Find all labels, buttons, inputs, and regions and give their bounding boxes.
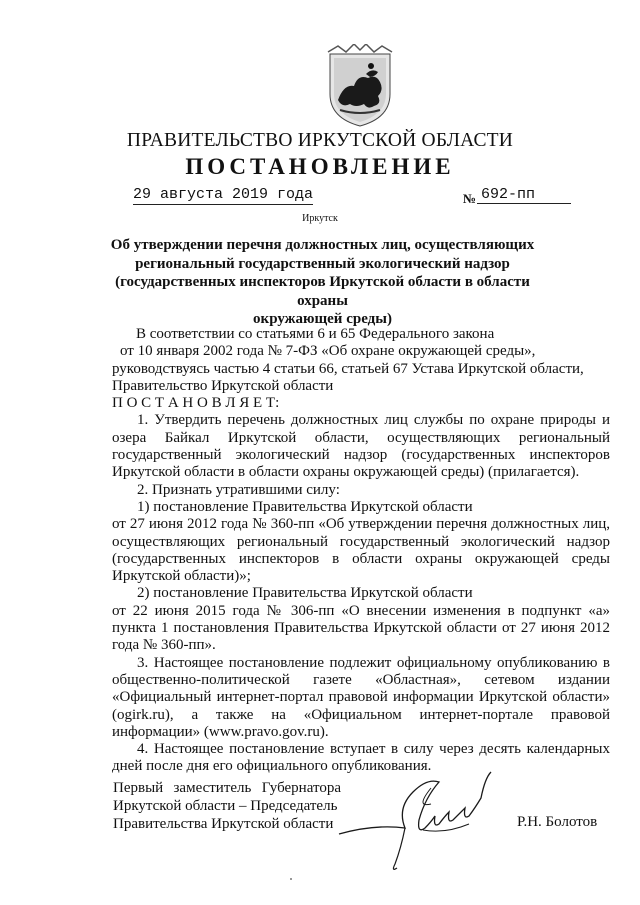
subparagraph-2-lead: 2) постановление Правительства Иркутской области [137, 585, 473, 602]
government-name: ПРАВИТЕЛЬСТВО ИРКУТСКОЙ ОБЛАСТИ [126, 130, 514, 151]
heading-line: (государственных инспекторов Иркутской области в области охраны [115, 274, 530, 309]
coat-of-arms-emblem [324, 44, 396, 128]
decree-heading [95, 236, 550, 329]
preamble-line: от 10 января 2002 года № 7-ФЗ «Об охране окружающей среды», [120, 343, 536, 360]
signatory-title [113, 779, 341, 833]
heading-line: окружающей среды) [253, 311, 392, 327]
decree-body [112, 326, 610, 776]
paragraph-2: 2. Признать утратившими силу: [137, 481, 340, 498]
decree-date: 29 августа 2019 года [133, 186, 314, 203]
city-label: Иркутск [302, 213, 338, 224]
subparagraph-2-text: от 22 июня 2015 года № 306-пп «О внесении изменения в подпункт «а» пункта 1 постановления Правительства Иркутской области от 27 июня 2012 года № 360-пп». [112, 602, 610, 654]
number-sign: № [463, 191, 477, 206]
preamble-line: Правительство Иркутской области [112, 377, 334, 394]
paragraph-1: 1. Утвердить перечень должностных лиц службы по охране природы и озера Байкал Иркутской области, осуществляющих региональный государственный экологический надзор (государственных инспекторов Иркутской области в области охраны окружающей среды) (прилагается). [112, 412, 610, 481]
document-type-title: ПОСТАНОВЛЕНИЕ [185, 154, 455, 179]
subparagraph-1-text: от 27 июня 2012 года № 360-пп «Об утверждении перечня должностных лиц, осуществляющих региональный государственный экологический надзор (государственных инспекторов в области охраны окружающей среды Иркутской области)»; [112, 516, 610, 585]
signatory-line: Иркутской области – Председатель [113, 798, 338, 814]
signatory-line: Первый заместитель Губернатора [113, 780, 341, 796]
subparagraph-1-lead: 1) постановление Правительства Иркутской области [137, 498, 473, 515]
heading-line: Об утверждении перечня должностных лиц, осуществляющих [110, 237, 535, 253]
preamble-line: В соответствии со статьями 6 и 65 Федерального закона [136, 326, 495, 342]
signatory-name: Р.Н. Болотов [517, 814, 598, 830]
resolves-word: П О С Т А Н О В Л Я Е Т: [112, 395, 280, 412]
paragraph-3: 3. Настоящее постановление подлежит официальному опубликованию в общественно-политической газете «Областная», сетевом издании «Официальный интернет-портал правовой информации Иркутской области» (ogirk.ru), а также на «Официальном интернет-портале правовой информации» (www.pravo.gov.ru). [112, 654, 610, 740]
heading-line: региональный государственный экологический надзор [135, 255, 510, 272]
decree-number: 692-пп [477, 186, 571, 204]
preamble-line: руководствуясь частью 4 статьи 66, статьей 67 Устава Иркутской области, [112, 360, 584, 377]
paragraph-4: 4. Настоящее постановление вступает в силу через десять календарных дней после дня его официального опубликования. [112, 741, 610, 775]
handwritten-signature [335, 768, 495, 878]
signatory-line: Правительства Иркутской области [113, 816, 334, 832]
scan-speck [290, 878, 292, 880]
